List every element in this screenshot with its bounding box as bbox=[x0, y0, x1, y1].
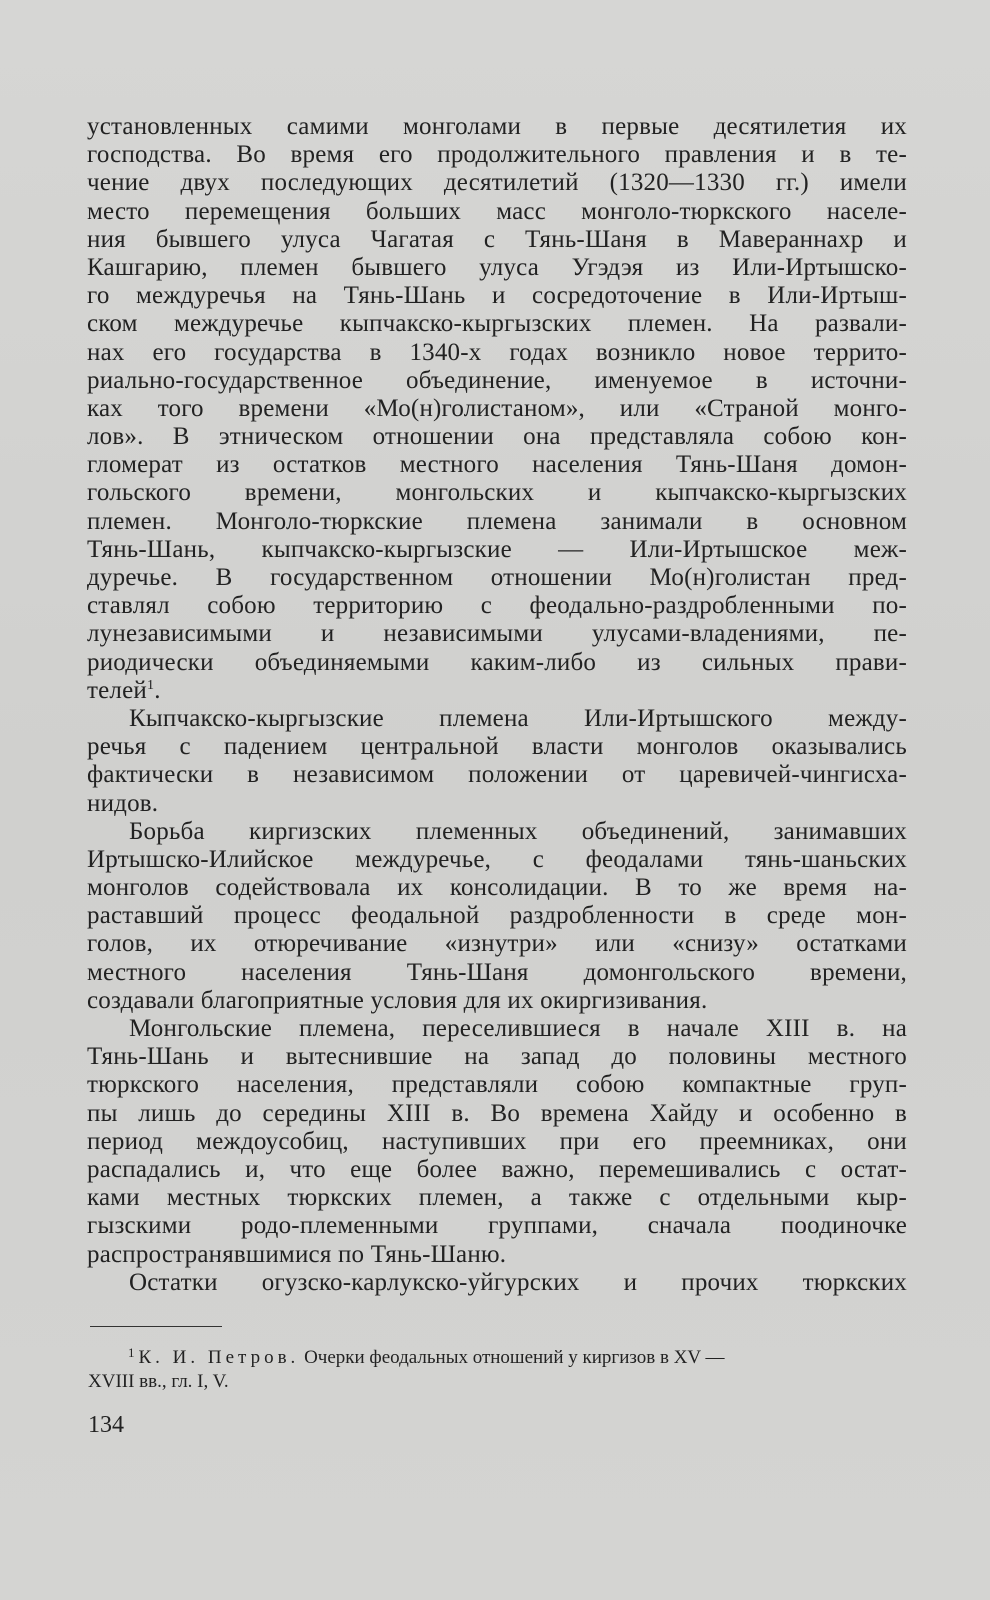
text-line: Тянь-Шань и вытеснившие на запад до половины местного bbox=[87, 1043, 907, 1071]
paragraph bbox=[87, 818, 907, 1015]
text-line: период междоусобиц, наступивших при его преемниках, они bbox=[87, 1127, 907, 1155]
text-line: нах его государства в 1340-х годах возникло новое террито- bbox=[87, 338, 907, 366]
text-line: риально-государственное объединение, именуемое в источни- bbox=[87, 366, 907, 394]
text-line: монголов содействовала их консолидации. В то же время на- bbox=[87, 874, 907, 902]
text-line: дуречье. В государственном отношении Мо(н)голистан пред- bbox=[87, 564, 907, 591]
text-line: Остатки огузско-карлукско-уйгурских и прочих тюркских bbox=[129, 1268, 907, 1296]
text-line: Кыпчакско-кыргызские племена Или-Иртышского между- bbox=[129, 704, 907, 732]
footnote-author: К. И. Петров. bbox=[138, 1347, 300, 1368]
text-line: фактически в независимом положении от царевичей-чингисха- bbox=[87, 761, 907, 789]
text-line: пы лишь до середины XIII в. Во времена Хайду и особенно в bbox=[87, 1099, 907, 1127]
paragraph bbox=[87, 113, 907, 705]
text-line: местного населения Тянь-Шаня домонгольского времени, bbox=[87, 958, 907, 986]
text-line: место перемещения больших масс монголо-тюркского населе- bbox=[87, 197, 907, 225]
text-line-content: создавали благоприятные условия для их окиргизивания. bbox=[87, 986, 708, 1014]
text-line-content: распространявшимися по Тянь-Шаню. bbox=[87, 1240, 507, 1268]
text-line: раставший процесс феодальной раздробленности в среде мон- bbox=[87, 902, 907, 930]
text-line: гызскими родо-племенными группами, сначала поодиночке bbox=[87, 1212, 907, 1240]
text-line: ния бывшего улуса Чагатая с Тянь-Шаня в Мавераннахр и bbox=[87, 225, 907, 253]
body-text bbox=[87, 113, 907, 1297]
text-line-content: нидов. bbox=[87, 789, 159, 817]
text-line: тюркского населения, представляли собою компактные груп- bbox=[87, 1071, 907, 1099]
text-line-last bbox=[87, 790, 907, 818]
text-line: племен. Монголо-тюркские племена занимали в основном bbox=[87, 507, 907, 535]
text-line: распадались и, что еще более важно, перемешивались с остат- bbox=[87, 1155, 907, 1183]
footnote-text: Очерки феодальных отношений у киргизов в XV — bbox=[299, 1347, 725, 1368]
text-line: риодически объединяемыми каким-либо из сильных прави- bbox=[87, 648, 907, 676]
footnote bbox=[88, 1346, 908, 1394]
text-line: ками местных тюркских племен, а также с отдельными кыр- bbox=[87, 1184, 907, 1212]
text-line: установленных самими монголами в первые десятилетия их bbox=[87, 113, 907, 140]
paragraph bbox=[87, 1015, 907, 1269]
text-line: ском междуречье кыпчакско-кыргызских племен. На развали- bbox=[87, 310, 907, 338]
text-line: Монгольские племена, переселившиеся в начале XIII в. на bbox=[129, 1015, 907, 1042]
footnote-line-1 bbox=[88, 1346, 908, 1370]
text-line: лунезависимыми и независимыми улусами-владениями, пе- bbox=[87, 620, 907, 648]
text-line: Борьба киргизских племенных объединений, занимавших bbox=[129, 817, 907, 845]
text-line: Кашгарию, племен бывшего улуса Угэдэя из Или-Иртышско- bbox=[87, 253, 907, 281]
footnote-reference: 1 bbox=[146, 677, 155, 693]
text-line: господства. Во время его продолжительного правления и в те- bbox=[87, 141, 907, 169]
footnote-separator bbox=[90, 1326, 222, 1327]
text-line: речья с падением центральной власти монголов оказывались bbox=[87, 733, 907, 761]
paragraph bbox=[87, 1269, 907, 1297]
text-line: лов». В этническом отношении она представляла собою кон- bbox=[87, 423, 907, 451]
page-number: 134 bbox=[88, 1412, 124, 1438]
footnote-marker: 1 bbox=[128, 1345, 135, 1360]
footnote-line-2: XVIII вв., гл. I, V. bbox=[88, 1371, 229, 1392]
paragraph bbox=[87, 705, 907, 818]
text-line: чение двух последующих десятилетий (1320—1330 гг.) имели bbox=[87, 169, 907, 197]
text-line: го междуречья на Тянь-Шань и сосредоточение в Или-Иртыш- bbox=[87, 282, 907, 310]
text-line-last bbox=[87, 987, 907, 1015]
text-line: гломерат из остатков местного населения Тянь-Шаня домон- bbox=[87, 451, 907, 479]
text-line-content: телей bbox=[87, 676, 147, 704]
text-line: ках того времени «Мо(н)голистаном», или «Страной монго- bbox=[87, 394, 907, 422]
text-line: ставлял собою территорию с феодально-раздробленными по- bbox=[87, 592, 907, 620]
text-line: Тянь-Шань, кыпчакско-кыргызские — Или-Иртышское меж- bbox=[87, 535, 907, 563]
text-line-last bbox=[87, 677, 907, 705]
text-line: гольского времени, монгольских и кыпчакско-кыргызских bbox=[87, 479, 907, 507]
text-line-tail: . bbox=[154, 676, 161, 704]
text-line: голов, их отюречивание «изнутри» или «снизу» остатками bbox=[87, 930, 907, 958]
text-line: Иртышско-Илийское междуречье, с феодалами тянь-шаньских bbox=[87, 845, 907, 873]
text-line-last bbox=[87, 1241, 907, 1269]
